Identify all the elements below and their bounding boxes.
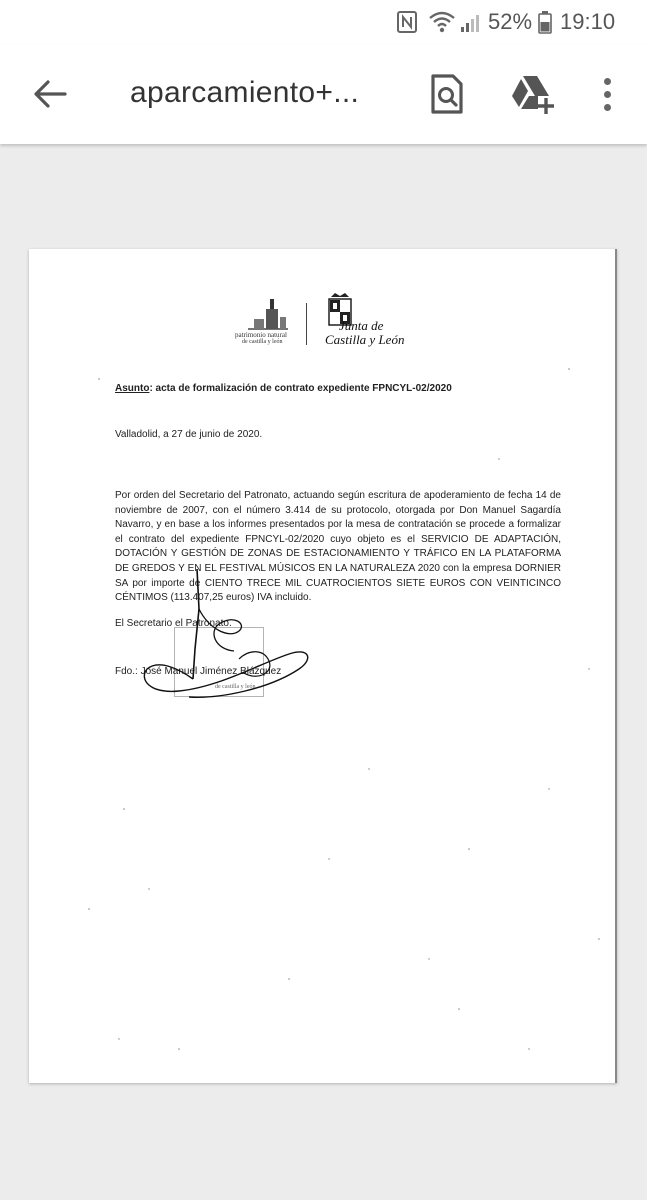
document-page[interactable] [29,249,617,1083]
document-date: Valladolid, a 27 de junio de 2020. [115,429,263,440]
status-bar [0,0,647,44]
clock: 19:10 [560,9,616,34]
find-in-document-icon[interactable] [425,72,469,116]
signature-name: Fdo.: José Manuel Jiménez Blázquez [115,666,282,677]
subject-label: Asunto [115,383,150,394]
document-body: Por orden del Secretario del Patronato, actuando según escritura de apoderamiento de fecha 14 de noviembre de 2007, con el número 3.414 de su protocolo, otorgada por Don Manuel Sagardía Navarro, y en base a los informes presentados por la mesa de contratación se procede a formalizar el contrato del expediente FPNCYL-02/2020 cuyo objeto es el SERVICIO DE ADAPTACIÓN, DOTACIÓN Y GESTIÓN DE ZONAS DE ESTACIONAMIENTO Y TRÁFICO EN LA PLATAFORMA DE GREDOS Y EN EL FESTIVAL MÚSICOS EN LA NATURALEZA 2020 con la empresa DORNIER SA por importe de CIENTO TRECE MIL CUATROCIENTOS SIETE EUROS CON VEINTICINCO CÉNTIMOS (113.407,25 euros) IVA incluido. [115,490,561,604]
stamp-text: de castilla y león [215,684,256,690]
back-arrow-icon[interactable] [30,74,70,114]
subject-text: : acta de formalización de contrato expediente FPNCYL-02/2020 [149,383,452,394]
patrimonio-logo-line2: de castilla y león [242,339,283,345]
wifi-icon [429,10,455,34]
document-title: aparcamiento+... [130,76,360,109]
nfc-icon [396,10,418,34]
handwritten-signature [139,569,319,709]
logo-divider [306,303,307,345]
battery-icon [538,10,552,34]
signal-icon [460,10,484,34]
document-subject [115,383,545,394]
app-bar [0,44,647,144]
signature-title: El Secretario el Patronato. [115,618,232,629]
patrimonio-logo-line1: patrimonio natural [235,331,287,339]
junta-logo-line1: Junta de [339,318,384,333]
battery-percent: 52% [488,9,533,34]
add-to-drive-icon[interactable] [508,72,556,116]
more-options-icon[interactable] [592,72,622,116]
junta-logo-line2: Castilla y León [325,332,405,347]
